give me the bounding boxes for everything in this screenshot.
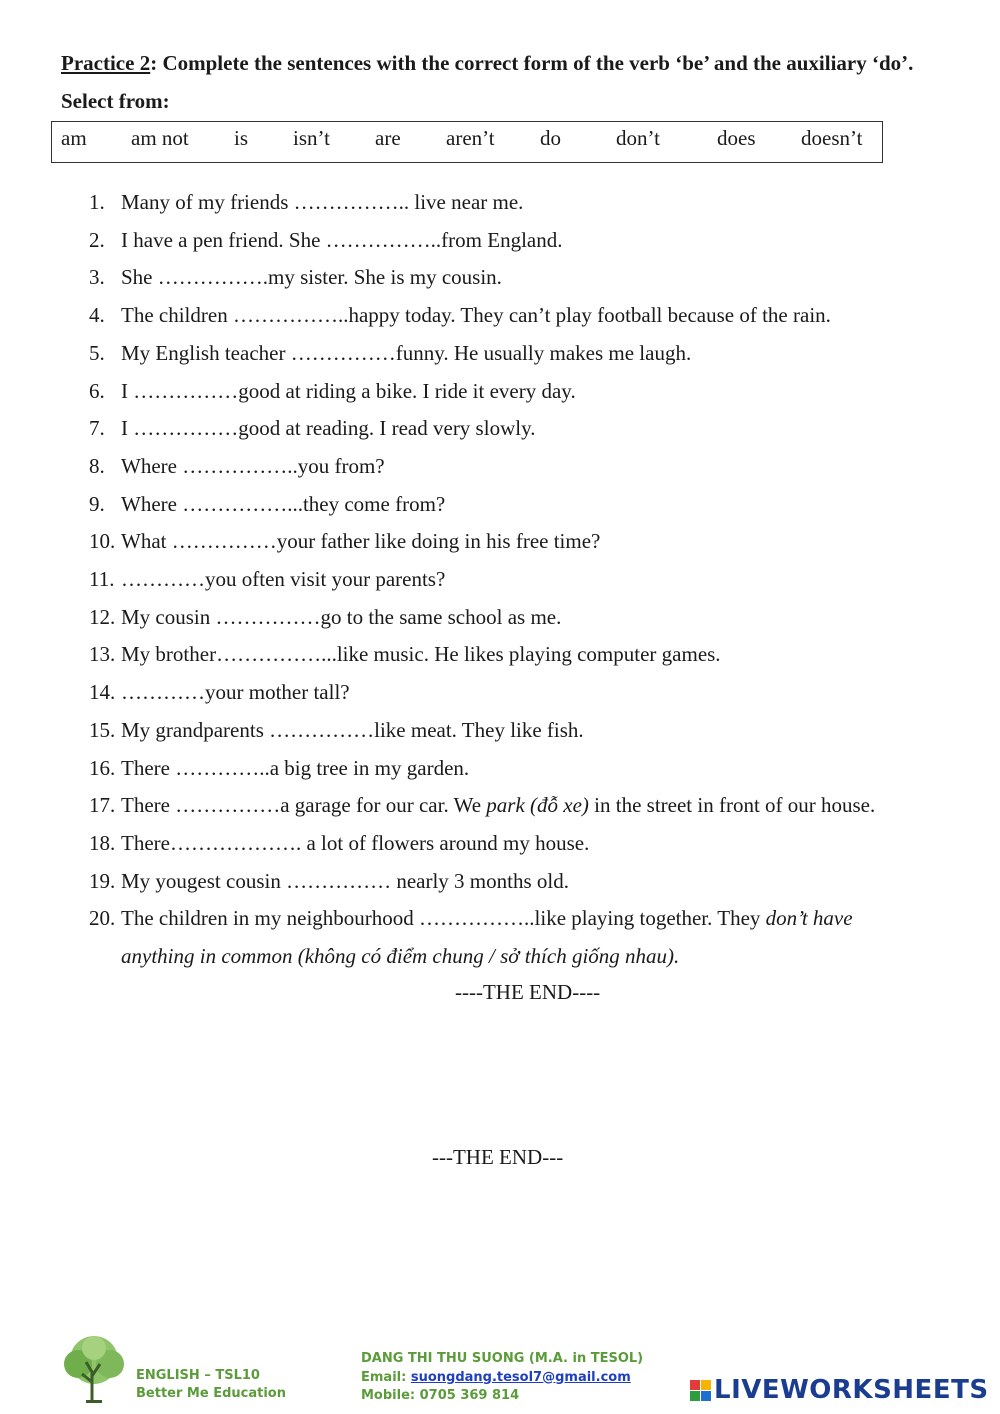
list-item bbox=[89, 259, 949, 297]
footer-email-label: Email: bbox=[361, 1369, 411, 1385]
item-number: 16. bbox=[89, 755, 116, 780]
liveworksheets-logo bbox=[690, 1372, 989, 1408]
list-item bbox=[89, 184, 949, 222]
item-number: 4. bbox=[89, 303, 105, 328]
item-text: My cousin ……………go to the same school as me. bbox=[121, 604, 562, 629]
list-item bbox=[89, 636, 949, 674]
item-text: I have a pen friend. She ……………..from England. bbox=[121, 227, 563, 252]
list-item bbox=[89, 335, 949, 373]
practice-label: Practice 2 bbox=[61, 51, 151, 75]
item-text: Where ……………...they come from? bbox=[121, 491, 446, 516]
list-item bbox=[89, 787, 949, 825]
item-number: 18. bbox=[89, 830, 116, 855]
item-text: I ……………good at reading. I read very slowly. bbox=[121, 416, 536, 441]
item-text: I ……………good at riding a bike. I ride it every day. bbox=[121, 378, 576, 403]
item-text: …………your mother tall? bbox=[121, 680, 350, 705]
list-item bbox=[89, 712, 949, 750]
list-item bbox=[89, 297, 949, 335]
footer-school-name: Better Me Education bbox=[136, 1386, 286, 1401]
list-item bbox=[89, 373, 949, 411]
list-item bbox=[89, 448, 949, 486]
list-item bbox=[89, 750, 949, 788]
list-item bbox=[89, 674, 949, 712]
item-text: The children in my neighbourhood ……………..like playing together. They bbox=[121, 906, 766, 931]
list-item bbox=[89, 863, 949, 901]
item-number: 6. bbox=[89, 378, 105, 403]
item-number: 19. bbox=[89, 868, 116, 893]
item-number: 9. bbox=[89, 491, 105, 516]
footer-email-line bbox=[361, 1369, 681, 1388]
list-item bbox=[89, 599, 949, 637]
item-text: My yougest cousin …………… nearly 3 months old. bbox=[121, 868, 569, 893]
word-bank-item: am bbox=[61, 126, 87, 150]
item-number: 12. bbox=[89, 604, 116, 629]
item-number: 5. bbox=[89, 340, 105, 365]
footer-course: ENGLISH – TSL10 bbox=[136, 1368, 260, 1383]
list-item bbox=[89, 523, 949, 561]
footer-mobile: Mobile: 0705 369 814 bbox=[361, 1388, 520, 1403]
item-number: 10. bbox=[89, 529, 116, 554]
list-item bbox=[89, 900, 911, 975]
item-text: What ……………your father like doing in his free time? bbox=[121, 529, 601, 554]
item-text: My grandparents ……………like meat. They like fish. bbox=[121, 717, 584, 742]
list-item bbox=[89, 486, 949, 524]
item-number: 2. bbox=[89, 227, 105, 252]
word-bank-item: don’t bbox=[616, 126, 660, 150]
item-number: 15. bbox=[89, 717, 116, 742]
item-text: There ……………a garage for our car. We bbox=[121, 793, 487, 818]
end-marker: ----THE END---- bbox=[455, 980, 601, 1004]
end-marker: ---THE END--- bbox=[432, 1145, 564, 1169]
item-text: My English teacher ……………funny. He usually makes me laugh. bbox=[121, 340, 692, 365]
list-item bbox=[89, 410, 949, 448]
item-number: 3. bbox=[89, 265, 105, 290]
footer-email-link[interactable]: suongdang.tesol7@gmail.com bbox=[410, 1369, 631, 1385]
item-number: 20. bbox=[89, 906, 116, 931]
practice-instructions: : Complete the sentences with the correct form of the verb ‘be’ and the auxiliary ‘do’. Select from: bbox=[61, 51, 914, 113]
tree-logo-icon bbox=[56, 1332, 132, 1408]
list-item bbox=[89, 222, 949, 260]
brand-name: LIVEWORKSHEETS bbox=[714, 1375, 989, 1405]
item-number: 11. bbox=[89, 567, 115, 592]
word-bank-item: does bbox=[717, 126, 756, 150]
item-text: There………………. a lot of flowers around my house. bbox=[121, 830, 590, 855]
item-text: Where ……………..you from? bbox=[121, 453, 385, 478]
item-text: Many of my friends …………….. live near me. bbox=[121, 190, 524, 214]
item-number: 13. bbox=[89, 642, 116, 667]
footer-contact bbox=[361, 1350, 681, 1406]
item-text: There …………..a big tree in my garden. bbox=[121, 755, 470, 780]
list-item bbox=[89, 825, 949, 863]
item-number: 14. bbox=[89, 680, 116, 705]
word-bank-item: is bbox=[234, 126, 249, 150]
item-text: She …………….my sister. She is my cousin. bbox=[121, 265, 502, 290]
item-number: 7. bbox=[89, 416, 105, 441]
word-bank-item: aren’t bbox=[446, 126, 495, 150]
list-item bbox=[89, 561, 949, 599]
item-text: My brother……………...like music. He likes playing computer games. bbox=[121, 642, 721, 667]
practice-heading bbox=[61, 44, 941, 120]
brand-cubes-icon bbox=[690, 1380, 711, 1401]
footer-author: DANG THI THU SUONG (M.A. in TESOL) bbox=[361, 1351, 644, 1366]
item-text: in the street in front of our house. bbox=[588, 793, 876, 818]
item-text: The children ……………..happy today. They can’t play football because of the rain. bbox=[121, 303, 831, 328]
item-text: …………you often visit your parents? bbox=[121, 567, 446, 592]
word-bank-item: do bbox=[540, 126, 561, 150]
word-bank-item: isn’t bbox=[293, 126, 330, 150]
word-bank-item: are bbox=[375, 126, 401, 150]
word-bank bbox=[51, 121, 883, 163]
word-bank-item: am not bbox=[131, 126, 189, 150]
item-italic-text: park (đỗ xe) bbox=[486, 793, 589, 818]
item-number: 17. bbox=[89, 793, 116, 818]
item-number: 8. bbox=[89, 453, 105, 478]
word-bank-item: doesn’t bbox=[801, 126, 863, 150]
item-italic-text: don’t have anything in common (không có điểm chung / sở thích giống nhau). bbox=[121, 906, 853, 969]
exercise-list bbox=[89, 184, 949, 976]
item-number: 1. bbox=[89, 190, 105, 214]
